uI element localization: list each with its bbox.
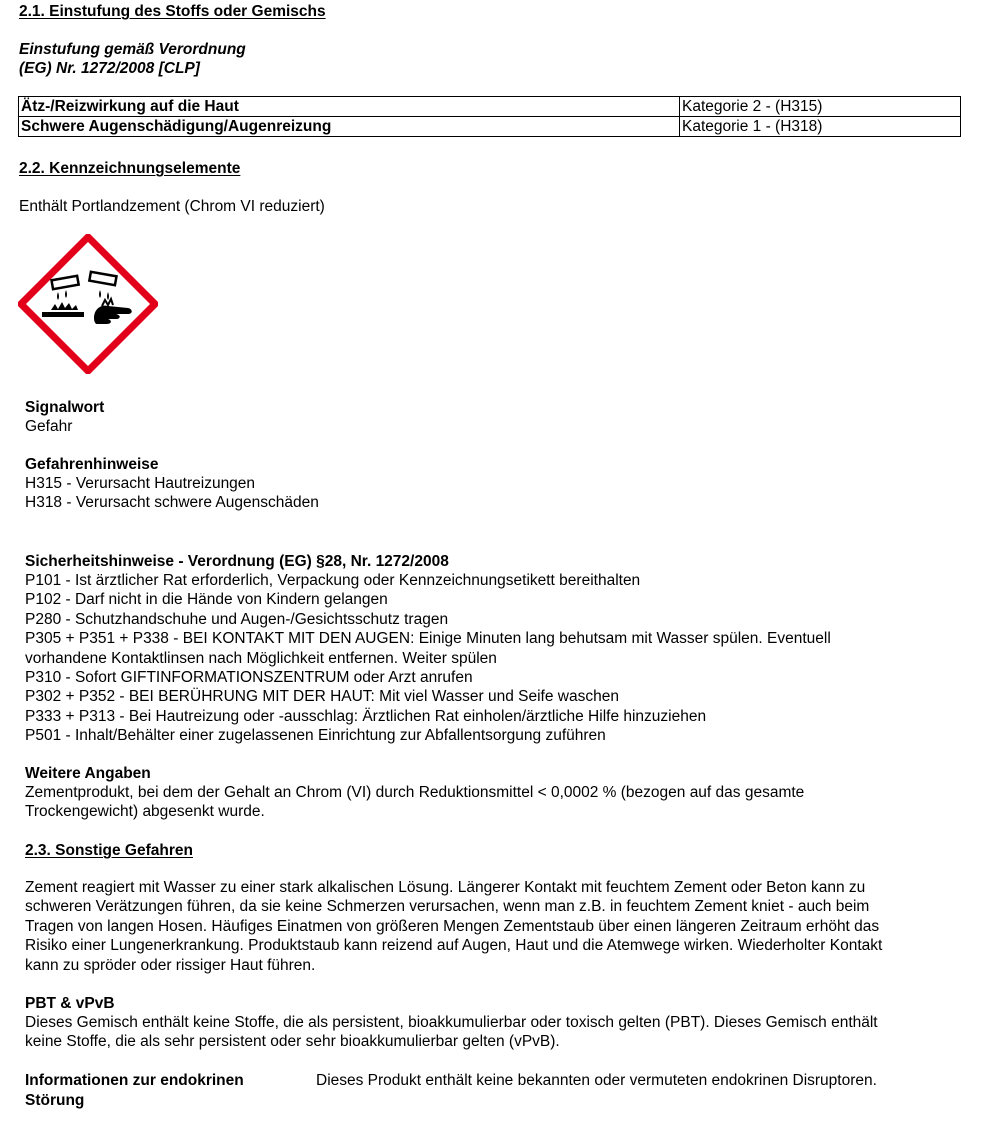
section-2-3-title: 2.3. Sonstige Gefahren (25, 842, 193, 859)
signal-word: Gefahr (25, 418, 73, 435)
list-item: P333 + P313 - Bei Hautreizung oder -ausschlag: Ärztlichen Rat einholen/ärztliche Hilfe hinzuziehen (25, 707, 707, 725)
pbt-text (25, 1013, 878, 1052)
text-line: Zementprodukt, bei dem der Gehalt an Chrom (VI) durch Reduktionsmittel < 0,0002 % (bezogen auf das gesamte (25, 784, 805, 801)
list-item: P101 - Ist ärztlicher Rat erforderlich, Verpackung oder Kennzeichnungsetikett bereithalten (25, 572, 641, 589)
section-2-2-title: 2.2. Kennzeichnungselemente (19, 160, 241, 177)
text-line: Risiko einer Lungenerkrankung. Produktstaub kann reizend auf Augen, Haut und die Atemwege wirken. Wiederholter Kontakt (25, 937, 883, 955)
further-info-label: Weitere Angaben (25, 765, 151, 782)
list-item: P501 - Inhalt/Behälter einer zugelassenen Einrichtung zur Abfallentsorgung zuführen (25, 727, 606, 745)
section-2-1-title: 2.1. Einstufung des Stoffs oder Gemischs (19, 3, 326, 20)
endocrine-text: Dieses Produkt enthält keine bekannten oder vermuteten endokrinen Disruptoren. (316, 1072, 877, 1089)
corrosion-ghs05-icon (18, 234, 158, 374)
classification-subtitle-1: Einstufung gemäß Verordnung (19, 41, 246, 58)
endocrine-label-line2: Störung (25, 1092, 85, 1109)
text-line: keine Stoffe, die als sehr persistent oder sehr bioakkumulierbar gelten (vPvB). (25, 1033, 560, 1051)
other-hazards-text (25, 878, 882, 975)
list-item: H315 - Verursacht Hautreizungen (25, 475, 256, 492)
hazard-statements-list (25, 474, 319, 513)
hazard-class-cell: Ätz-/Reizwirkung auf die Haut (19, 97, 680, 117)
list-item: P302 + P352 - BEI BERÜHRUNG MIT DER HAUT: Mit viel Wasser und Seife waschen (25, 688, 619, 706)
list-item: H318 - Verursacht schwere Augenschäden (25, 494, 319, 512)
classification-table (18, 96, 961, 137)
list-item: P305 + P351 + P338 - BEI KONTAKT MIT DEN AUGEN: Einige Minuten lang behutsam mit Wasser spülen. Eventuell (25, 630, 831, 648)
further-info-text (25, 783, 804, 822)
text-line: Dieses Gemisch enthält keine Stoffe, die als persistent, bioakkumulierbar oder toxisch gelten (PBT). Dieses Gemisch enthält (25, 1014, 878, 1031)
text-line: Zement reagiert mit Wasser zu einer stark alkalischen Lösung. Längerer Kontakt mit feuchtem Zement oder Beton kann zu (25, 879, 866, 896)
list-item: vorhandene Kontaktlinsen nach Möglichkeit entfernen. Weiter spülen (25, 649, 497, 667)
text-line: Trockengewicht) abgesenkt wurde. (25, 803, 265, 821)
list-item: P102 - Darf nicht in die Hände von Kindern gelangen (25, 591, 388, 609)
hazard-statements-label: Gefahrenhinweise (25, 456, 159, 473)
pbt-label: PBT & vPvB (25, 995, 115, 1012)
contains-statement: Enthält Portlandzement (Chrom VI reduziert) (19, 198, 325, 215)
classification-subtitle-2: (EG) Nr. 1272/2008 [CLP] (19, 60, 200, 77)
precautionary-list (25, 571, 831, 746)
list-item: P280 - Schutzhandschuhe und Augen-/Gesichtsschutz tragen (25, 610, 449, 628)
text-line: Tragen von langen Hosen. Häufiges Einatmen von größeren Mengen Zementstaub über einen längeren Zeitraum erhöht das (25, 917, 880, 935)
text-line: schweren Verätzungen führen, da sie keine Schmerzen verursachen, wenn man z.B. in feuchtem Zement kniet - auch beim (25, 898, 870, 916)
hazard-category-cell: Kategorie 1 - (H318) (680, 117, 961, 137)
signal-word-label: Signalwort (25, 399, 105, 416)
endocrine-label-line1: Informationen zur endokrinen (25, 1072, 244, 1089)
hazard-category-cell: Kategorie 2 - (H315) (680, 97, 961, 117)
table-row (19, 117, 961, 137)
precautionary-label: Sicherheitshinweise - Verordnung (EG) §28, Nr. 1272/2008 (25, 553, 449, 570)
list-item: P310 - Sofort GIFTINFORMATIONSZENTRUM oder Arzt anrufen (25, 668, 473, 686)
text-line: kann zu spröder oder rissiger Haut führen. (25, 956, 316, 974)
hazard-class-cell: Schwere Augenschädigung/Augenreizung (19, 117, 680, 137)
table-row (19, 97, 961, 117)
